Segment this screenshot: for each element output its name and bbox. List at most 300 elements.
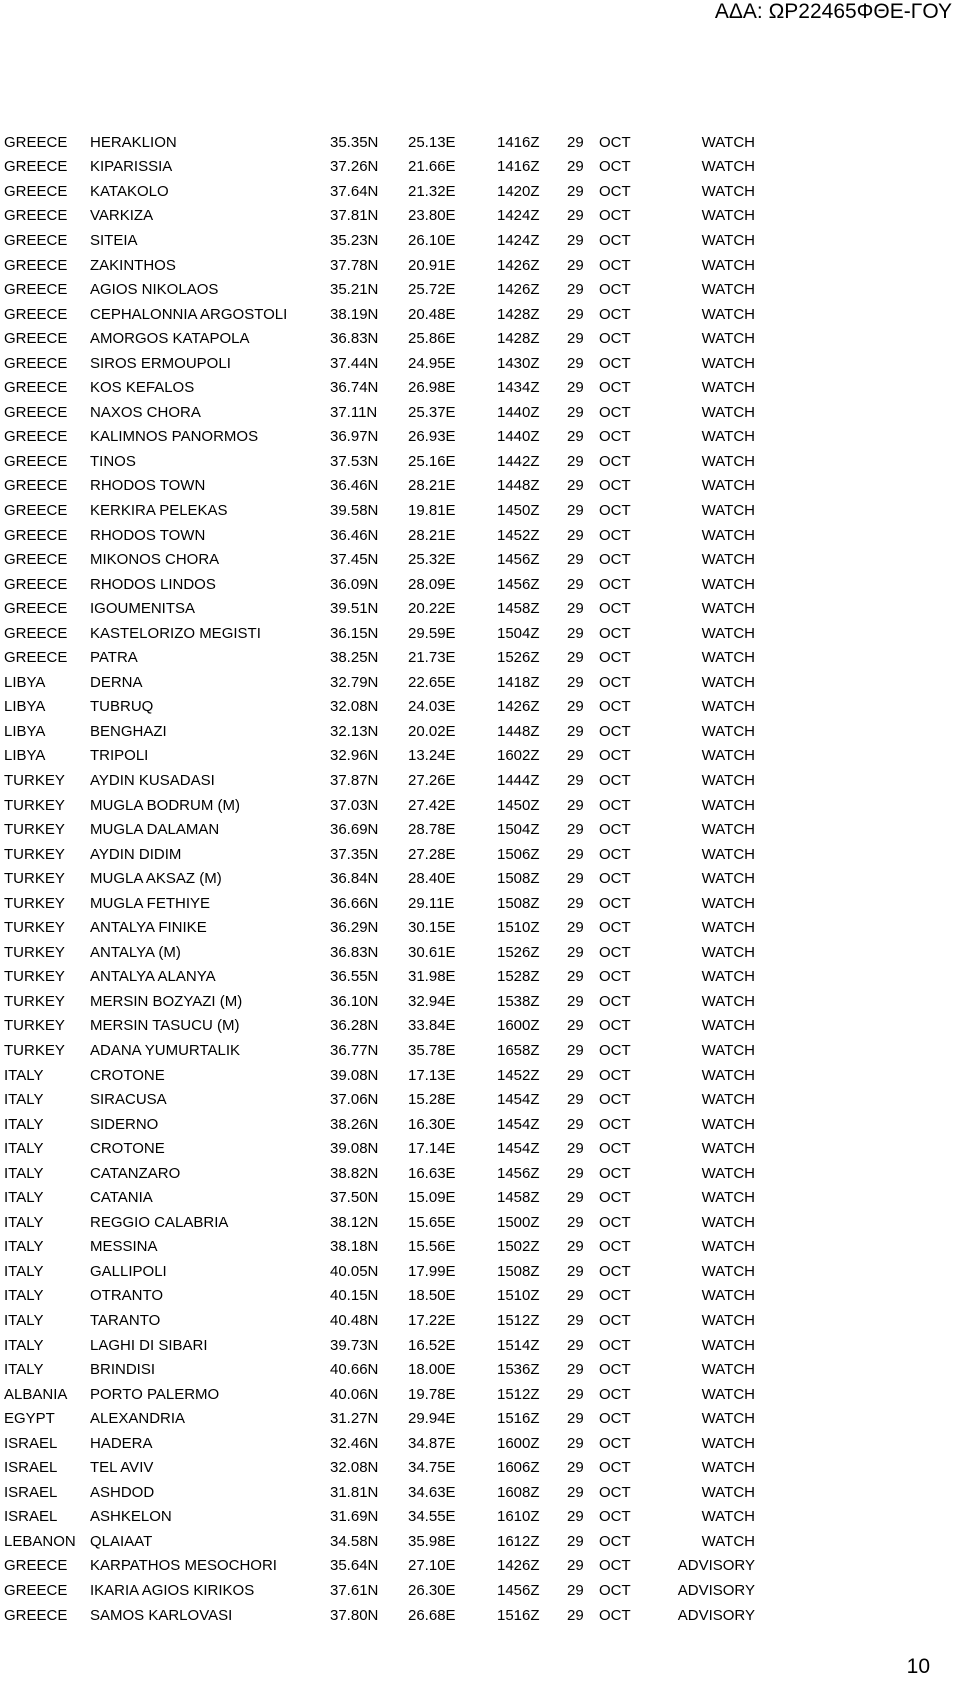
table-body: [4, 130, 755, 1627]
level-cell: ADVISORY: [677, 1557, 755, 1575]
level-cell: WATCH: [701, 649, 755, 667]
month-cell: OCT: [599, 158, 631, 176]
table-row: [4, 1406, 755, 1431]
time-cell: 1452Z: [497, 526, 540, 544]
location-cell: NAXOS CHORA: [90, 403, 201, 421]
day-cell: 29: [567, 1115, 584, 1133]
country-cell: LIBYA: [4, 747, 46, 765]
time-cell: 1450Z: [497, 796, 540, 814]
level-cell: WATCH: [701, 501, 755, 519]
time-cell: 1454Z: [497, 1091, 540, 1109]
time-cell: 1504Z: [497, 821, 540, 839]
time-cell: 1420Z: [497, 182, 540, 200]
day-cell: 29: [567, 1557, 584, 1575]
location-cell: SIRACUSA: [90, 1091, 167, 1109]
level-cell: ADVISORY: [677, 1606, 755, 1624]
month-cell: OCT: [599, 452, 631, 470]
longitude-cell: 20.48E: [408, 305, 456, 323]
location-cell: MERSIN TASUCU (M): [90, 1017, 240, 1035]
longitude-cell: 32.94E: [408, 992, 456, 1010]
day-cell: 29: [567, 624, 584, 642]
level-cell: WATCH: [701, 1238, 755, 1256]
latitude-cell: 31.27N: [330, 1410, 379, 1428]
longitude-cell: 28.78E: [408, 821, 456, 839]
table-row: [4, 572, 755, 597]
day-cell: 29: [567, 698, 584, 716]
table-row: [4, 965, 755, 990]
day-cell: 29: [567, 649, 584, 667]
location-cell: CROTONE: [90, 1066, 165, 1084]
table-row: [4, 547, 755, 572]
time-cell: 1514Z: [497, 1336, 540, 1354]
level-cell: WATCH: [701, 600, 755, 618]
table-row: [4, 1456, 755, 1481]
country-cell: TURKEY: [4, 968, 65, 986]
time-cell: 1612Z: [497, 1532, 540, 1550]
month-cell: OCT: [599, 256, 631, 274]
month-cell: OCT: [599, 1238, 631, 1256]
day-cell: 29: [567, 1336, 584, 1354]
latitude-cell: 40.15N: [330, 1287, 379, 1305]
longitude-cell: 34.75E: [408, 1459, 456, 1477]
month-cell: OCT: [599, 526, 631, 544]
location-cell: ASHKELON: [90, 1508, 172, 1526]
level-cell: WATCH: [701, 771, 755, 789]
day-cell: 29: [567, 600, 584, 618]
country-cell: GREECE: [4, 477, 68, 495]
longitude-cell: 20.91E: [408, 256, 456, 274]
day-cell: 29: [567, 1042, 584, 1059]
table-row: [4, 1087, 755, 1112]
latitude-cell: 37.81N: [330, 207, 379, 225]
day-cell: 29: [567, 1459, 584, 1477]
table-row: [4, 1529, 755, 1554]
time-cell: 1516Z: [497, 1410, 540, 1428]
day-cell: 29: [567, 1582, 584, 1600]
longitude-cell: 30.15E: [408, 919, 456, 937]
location-cell: MUGLA FETHIYE: [90, 894, 211, 912]
day-cell: 29: [567, 452, 584, 470]
level-cell: WATCH: [701, 526, 755, 544]
country-cell: ISRAEL: [4, 1508, 58, 1526]
latitude-cell: 36.69N: [330, 821, 379, 839]
longitude-cell: 34.55E: [408, 1508, 456, 1526]
time-cell: 1426Z: [497, 1557, 540, 1575]
level-cell: WATCH: [701, 1312, 755, 1330]
table-row: [4, 916, 755, 941]
month-cell: OCT: [599, 845, 631, 863]
longitude-cell: 25.16E: [408, 452, 456, 470]
day-cell: 29: [567, 1508, 584, 1526]
country-cell: ITALY: [4, 1213, 44, 1231]
table-row: [4, 253, 755, 278]
country-cell: GREECE: [4, 452, 68, 470]
time-cell: 1602Z: [497, 747, 540, 765]
location-cell: KATAKOLO: [90, 182, 169, 200]
time-cell: 1512Z: [497, 1312, 540, 1330]
month-cell: OCT: [599, 992, 631, 1010]
month-cell: OCT: [599, 747, 631, 765]
table-row: [4, 1554, 755, 1579]
day-cell: 29: [567, 1483, 584, 1501]
level-cell: WATCH: [701, 1262, 755, 1280]
latitude-cell: 36.46N: [330, 477, 379, 495]
latitude-cell: 39.51N: [330, 600, 379, 618]
time-cell: 1426Z: [497, 281, 540, 299]
latitude-cell: 37.26N: [330, 158, 379, 176]
time-cell: 1510Z: [497, 1287, 540, 1305]
day-cell: 29: [567, 1385, 584, 1403]
time-cell: 1426Z: [497, 256, 540, 274]
latitude-cell: 31.81N: [330, 1483, 379, 1501]
latitude-cell: 37.78N: [330, 256, 379, 274]
time-cell: 1508Z: [497, 894, 540, 912]
level-cell: WATCH: [701, 1042, 755, 1059]
country-cell: TURKEY: [4, 992, 65, 1010]
longitude-cell: 24.95E: [408, 354, 456, 372]
latitude-cell: 36.15N: [330, 624, 379, 642]
latitude-cell: 38.12N: [330, 1213, 379, 1231]
day-cell: 29: [567, 182, 584, 200]
time-cell: 1416Z: [497, 158, 540, 176]
day-cell: 29: [567, 575, 584, 593]
location-cell: CEPHALONNIA ARGOSTOLI: [90, 305, 288, 323]
time-cell: 1502Z: [497, 1238, 540, 1256]
day-cell: 29: [567, 1091, 584, 1109]
country-cell: ITALY: [4, 1091, 44, 1109]
table-row: [4, 326, 755, 351]
level-cell: WATCH: [701, 452, 755, 470]
table-row: [4, 842, 755, 867]
longitude-cell: 28.21E: [408, 477, 456, 495]
table-row: [4, 1431, 755, 1456]
month-cell: OCT: [599, 1434, 631, 1452]
table-row: [4, 670, 755, 695]
latitude-cell: 31.69N: [330, 1508, 379, 1526]
day-cell: 29: [567, 526, 584, 544]
time-cell: 1456Z: [497, 551, 540, 569]
table-row: [4, 449, 755, 474]
country-cell: TURKEY: [4, 870, 65, 888]
table-row: [4, 1161, 755, 1186]
level-cell: WATCH: [701, 992, 755, 1010]
level-cell: WATCH: [701, 330, 755, 348]
country-cell: GREECE: [4, 428, 68, 446]
day-cell: 29: [567, 722, 584, 740]
time-cell: 1456Z: [497, 1164, 540, 1182]
latitude-cell: 32.46N: [330, 1434, 379, 1452]
country-cell: LIBYA: [4, 698, 46, 716]
longitude-cell: 29.94E: [408, 1410, 456, 1428]
level-cell: WATCH: [701, 1164, 755, 1182]
longitude-cell: 21.73E: [408, 649, 456, 667]
day-cell: 29: [567, 919, 584, 937]
country-cell: LIBYA: [4, 673, 46, 691]
location-cell: IGOUMENITSA: [90, 600, 196, 618]
time-cell: 1428Z: [497, 330, 540, 348]
level-cell: WATCH: [701, 1508, 755, 1526]
country-cell: ITALY: [4, 1189, 44, 1207]
longitude-cell: 16.52E: [408, 1336, 456, 1354]
level-cell: WATCH: [701, 1434, 755, 1452]
latitude-cell: 32.08N: [330, 1459, 379, 1477]
day-cell: 29: [567, 771, 584, 789]
location-cell: KALIMNOS PANORMOS: [90, 428, 259, 446]
latitude-cell: 36.10N: [330, 992, 379, 1010]
month-cell: OCT: [599, 1091, 631, 1109]
location-cell: PATRA: [90, 649, 138, 667]
table-row: [4, 989, 755, 1014]
longitude-cell: 35.98E: [408, 1532, 456, 1550]
time-cell: 1610Z: [497, 1508, 540, 1526]
country-cell: ITALY: [4, 1287, 44, 1305]
latitude-cell: 37.87N: [330, 771, 379, 789]
longitude-cell: 27.28E: [408, 845, 456, 863]
location-cell: RHODOS LINDOS: [90, 575, 216, 593]
table-row: [4, 1210, 755, 1235]
country-cell: GREECE: [4, 354, 68, 372]
latitude-cell: 35.35N: [330, 133, 379, 151]
latitude-cell: 35.21N: [330, 281, 379, 299]
time-cell: 1448Z: [497, 722, 540, 740]
location-cell: KASTELORIZO MEGISTI: [90, 624, 261, 642]
longitude-cell: 28.09E: [408, 575, 456, 593]
month-cell: OCT: [599, 600, 631, 618]
level-cell: WATCH: [701, 158, 755, 176]
location-cell: DERNA: [90, 673, 143, 691]
table-row: [4, 1038, 755, 1063]
country-cell: GREECE: [4, 207, 68, 225]
table-row: [4, 1357, 755, 1382]
latitude-cell: 37.44N: [330, 354, 379, 372]
day-cell: 29: [567, 747, 584, 765]
time-cell: 1450Z: [497, 501, 540, 519]
table-row: [4, 1284, 755, 1309]
latitude-cell: 32.79N: [330, 673, 379, 691]
month-cell: OCT: [599, 1361, 631, 1379]
time-cell: 1526Z: [497, 943, 540, 961]
level-cell: WATCH: [701, 1336, 755, 1354]
country-cell: TURKEY: [4, 1017, 65, 1035]
latitude-cell: 36.55N: [330, 968, 379, 986]
table-row: [4, 719, 755, 744]
country-cell: GREECE: [4, 403, 68, 421]
location-cell: IKARIA AGIOS KIRIKOS: [90, 1582, 255, 1600]
location-cell: ANTALYA ALANYA: [90, 968, 216, 986]
table-row: [4, 1014, 755, 1039]
location-cell: OTRANTO: [90, 1287, 164, 1305]
location-cell: AGIOS NIKOLAOS: [90, 281, 219, 299]
day-cell: 29: [567, 330, 584, 348]
day-cell: 29: [567, 894, 584, 912]
longitude-cell: 21.32E: [408, 182, 456, 200]
level-cell: WATCH: [701, 1459, 755, 1477]
month-cell: OCT: [599, 1582, 631, 1600]
longitude-cell: 18.50E: [408, 1287, 456, 1305]
level-cell: WATCH: [701, 624, 755, 642]
month-cell: OCT: [599, 354, 631, 372]
location-cell: HADERA: [90, 1434, 153, 1452]
time-cell: 1600Z: [497, 1434, 540, 1452]
table-row: [4, 940, 755, 965]
month-cell: OCT: [599, 330, 631, 348]
level-cell: WATCH: [701, 1287, 755, 1305]
longitude-cell: 30.61E: [408, 943, 456, 961]
day-cell: 29: [567, 1262, 584, 1280]
month-cell: OCT: [599, 1606, 631, 1624]
day-cell: 29: [567, 992, 584, 1010]
month-cell: OCT: [599, 698, 631, 716]
latitude-cell: 37.03N: [330, 796, 379, 814]
day-cell: 29: [567, 477, 584, 495]
latitude-cell: 37.11N: [330, 403, 378, 421]
month-cell: OCT: [599, 919, 631, 937]
longitude-cell: 19.78E: [408, 1385, 456, 1403]
latitude-cell: 36.28N: [330, 1017, 379, 1035]
location-cell: CROTONE: [90, 1140, 165, 1158]
country-cell: TURKEY: [4, 943, 65, 961]
table-row: [4, 1186, 755, 1211]
level-cell: WATCH: [701, 231, 755, 249]
time-cell: 1456Z: [497, 1582, 540, 1600]
table-row: [4, 155, 755, 180]
latitude-cell: 36.83N: [330, 943, 379, 961]
latitude-cell: 38.82N: [330, 1164, 379, 1182]
country-cell: TURKEY: [4, 845, 65, 863]
country-cell: GREECE: [4, 501, 68, 519]
month-cell: OCT: [599, 1312, 631, 1330]
location-cell: MUGLA AKSAZ (M): [90, 870, 222, 888]
latitude-cell: 36.74N: [330, 379, 379, 397]
table-row: [4, 1382, 755, 1407]
latitude-cell: 38.19N: [330, 305, 379, 323]
country-cell: GREECE: [4, 526, 68, 544]
time-cell: 1608Z: [497, 1483, 540, 1501]
level-cell: WATCH: [701, 845, 755, 863]
country-cell: GREECE: [4, 256, 68, 274]
latitude-cell: 36.83N: [330, 330, 379, 348]
day-cell: 29: [567, 1066, 584, 1084]
country-cell: TURKEY: [4, 771, 65, 789]
latitude-cell: 37.61N: [330, 1582, 379, 1600]
latitude-cell: 37.50N: [330, 1189, 379, 1207]
latitude-cell: 32.96N: [330, 747, 379, 765]
longitude-cell: 33.84E: [408, 1017, 456, 1035]
month-cell: OCT: [599, 133, 631, 151]
month-cell: OCT: [599, 1336, 631, 1354]
location-cell: LAGHI DI SIBARI: [90, 1336, 208, 1354]
month-cell: OCT: [599, 1189, 631, 1207]
latitude-cell: 36.29N: [330, 919, 379, 937]
day-cell: 29: [567, 1164, 584, 1182]
table-row: [4, 1259, 755, 1284]
longitude-cell: 13.24E: [408, 747, 456, 765]
month-cell: OCT: [599, 1459, 631, 1477]
location-cell: RHODOS TOWN: [90, 526, 206, 544]
table-row: [4, 498, 755, 523]
country-cell: LIBYA: [4, 722, 46, 740]
latitude-cell: 36.46N: [330, 526, 379, 544]
month-cell: OCT: [599, 1410, 631, 1428]
latitude-cell: 35.23N: [330, 231, 379, 249]
day-cell: 29: [567, 796, 584, 814]
country-cell: GREECE: [4, 1557, 68, 1575]
table-row: [4, 351, 755, 376]
level-cell: WATCH: [701, 207, 755, 225]
day-cell: 29: [567, 256, 584, 274]
location-cell: SITEIA: [90, 231, 138, 249]
level-cell: WATCH: [701, 354, 755, 372]
location-cell: SIROS ERMOUPOLI: [90, 354, 231, 372]
level-cell: WATCH: [701, 182, 755, 200]
location-cell: TUBRUQ: [90, 698, 154, 716]
month-cell: OCT: [599, 1115, 631, 1133]
country-cell: ITALY: [4, 1312, 44, 1330]
level-cell: WATCH: [701, 673, 755, 691]
month-cell: OCT: [599, 1164, 631, 1182]
latitude-cell: 39.73N: [330, 1336, 379, 1354]
level-cell: WATCH: [701, 133, 755, 151]
country-cell: GREECE: [4, 624, 68, 642]
month-cell: OCT: [599, 1042, 631, 1059]
time-cell: 1526Z: [497, 649, 540, 667]
location-cell: ASHDOD: [90, 1483, 155, 1501]
latitude-cell: 38.26N: [330, 1115, 379, 1133]
time-cell: 1504Z: [497, 624, 540, 642]
day-cell: 29: [567, 1312, 584, 1330]
time-cell: 1536Z: [497, 1361, 540, 1379]
level-cell: WATCH: [701, 305, 755, 323]
country-cell: ITALY: [4, 1164, 44, 1182]
month-cell: OCT: [599, 379, 631, 397]
latitude-cell: 37.06N: [330, 1091, 379, 1109]
location-cell: ALEXANDRIA: [90, 1410, 186, 1428]
day-cell: 29: [567, 673, 584, 691]
level-cell: WATCH: [701, 968, 755, 986]
latitude-cell: 40.48N: [330, 1312, 379, 1330]
location-cell: GALLIPOLI: [90, 1262, 167, 1280]
country-cell: TURKEY: [4, 894, 65, 912]
latitude-cell: 32.13N: [330, 722, 379, 740]
day-cell: 29: [567, 1410, 584, 1428]
longitude-cell: 28.21E: [408, 526, 456, 544]
longitude-cell: 29.59E: [408, 624, 456, 642]
day-cell: 29: [567, 281, 584, 299]
day-cell: 29: [567, 1606, 584, 1624]
month-cell: OCT: [599, 281, 631, 299]
level-cell: WATCH: [701, 428, 755, 446]
day-cell: 29: [567, 501, 584, 519]
time-cell: 1508Z: [497, 870, 540, 888]
longitude-cell: 25.37E: [408, 403, 456, 421]
level-cell: WATCH: [701, 894, 755, 912]
table-row: [4, 204, 755, 229]
level-cell: WATCH: [701, 1213, 755, 1231]
latitude-cell: 36.97N: [330, 428, 379, 446]
location-cell: TINOS: [90, 452, 136, 470]
location-cell: CATANZARO: [90, 1164, 181, 1182]
longitude-cell: 15.09E: [408, 1189, 456, 1207]
longitude-cell: 34.87E: [408, 1434, 456, 1452]
day-cell: 29: [567, 551, 584, 569]
country-cell: GREECE: [4, 330, 68, 348]
day-cell: 29: [567, 968, 584, 986]
longitude-cell: 17.13E: [408, 1066, 456, 1084]
longitude-cell: 31.98E: [408, 968, 456, 986]
day-cell: 29: [567, 1434, 584, 1452]
table-row: [4, 1063, 755, 1088]
longitude-cell: 27.42E: [408, 796, 456, 814]
